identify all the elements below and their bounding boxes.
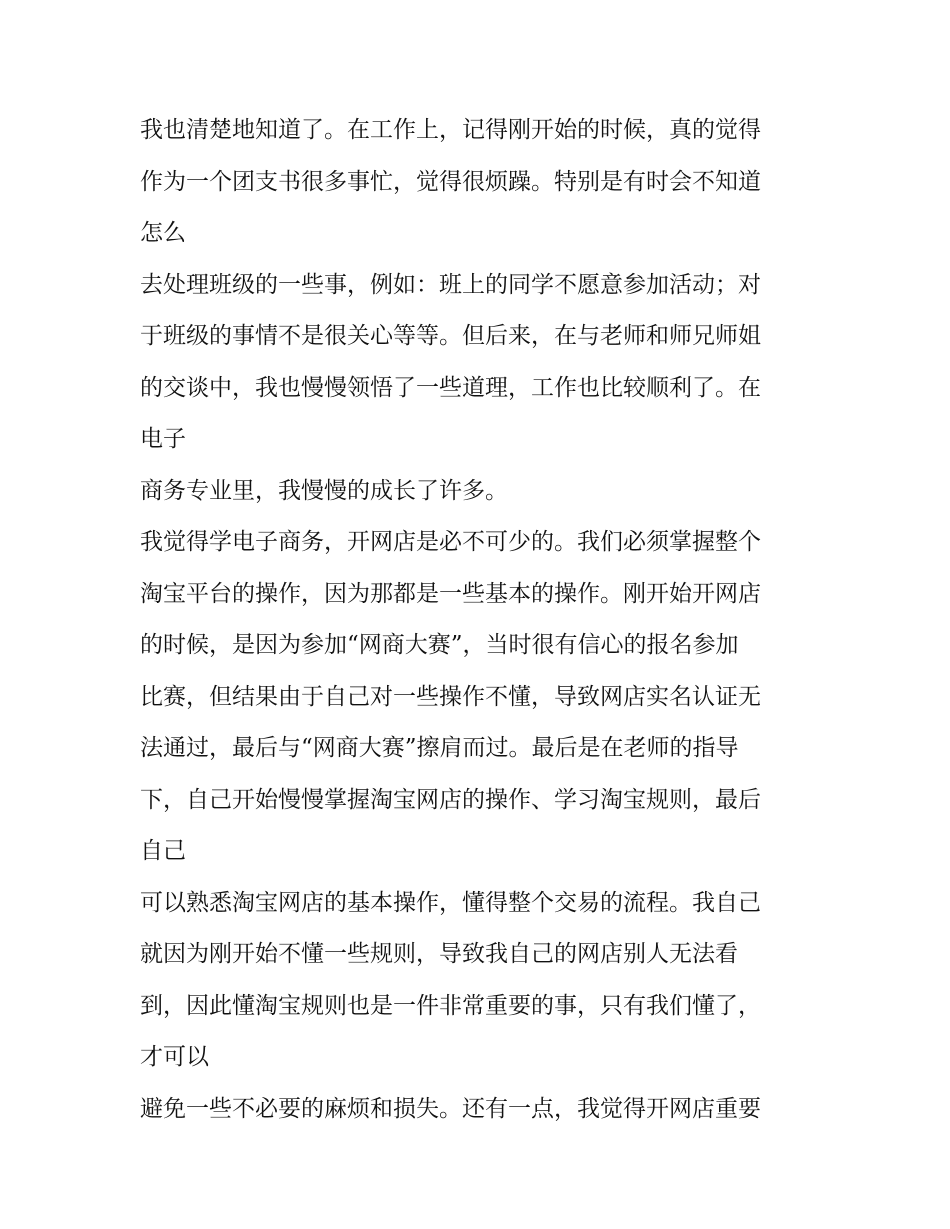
text-line: 的交谈中，我也慢慢领悟了一些道理，工作也比较顺利了。在: [140, 374, 761, 401]
text-line: 下，自己开始慢慢掌握淘宝网店的操作、学习淘宝规则，最后: [140, 786, 761, 813]
text-line: 比赛，但结果由于自己对一些操作不懂，导致网店实名认证无: [140, 683, 761, 710]
text-line: 于班级的事情不是很关心等等。但后来，在与老师和师兄师姐: [140, 323, 761, 349]
text-line: 才可以: [140, 1044, 209, 1070]
text-line: 法通过，最后与“网商大赛”擦肩而过。最后是在老师的指导: [140, 735, 739, 761]
text-line: 怎么: [140, 220, 186, 246]
text-line: 商务专业里，我慢慢的成长了许多。: [140, 477, 508, 504]
text-line: 去处理班级的一些事，例如：班上的同学不愿意参加活动；对: [140, 271, 761, 298]
text-line: 自己: [140, 838, 186, 864]
text-line: 就因为刚开始不懂一些规则，导致我自己的网店别人无法看: [140, 941, 738, 967]
body-text: [140, 107, 830, 1137]
text-line: 到，因此懂淘宝规则也是一件非常重要的事，只有我们懂了，: [140, 992, 761, 1019]
text-line: 作为一个团支书很多事忙，觉得很烦躁。特别是有时会不知道: [140, 168, 761, 195]
text-line: 淘宝平台的操作，因为那都是一些基本的操作。刚开始开网店: [140, 580, 761, 607]
text-line: 可以熟悉淘宝网店的基本操作，懂得整个交易的流程。我自己: [140, 889, 761, 916]
text-line: 电子: [140, 426, 186, 452]
text-line: 的时候，是因为参加“网商大赛”，当时很有信心的报名参加: [140, 632, 739, 658]
text-line: 避免一些不必要的麻烦和损失。还有一点，我觉得开网店重要: [140, 1095, 761, 1122]
text-line: 我也清楚地知道了。在工作上，记得刚开始的时候，真的觉得: [140, 117, 761, 143]
text-line: 我觉得学电子商务，开网店是必不可少的。我们必须掌握整个: [140, 529, 761, 555]
